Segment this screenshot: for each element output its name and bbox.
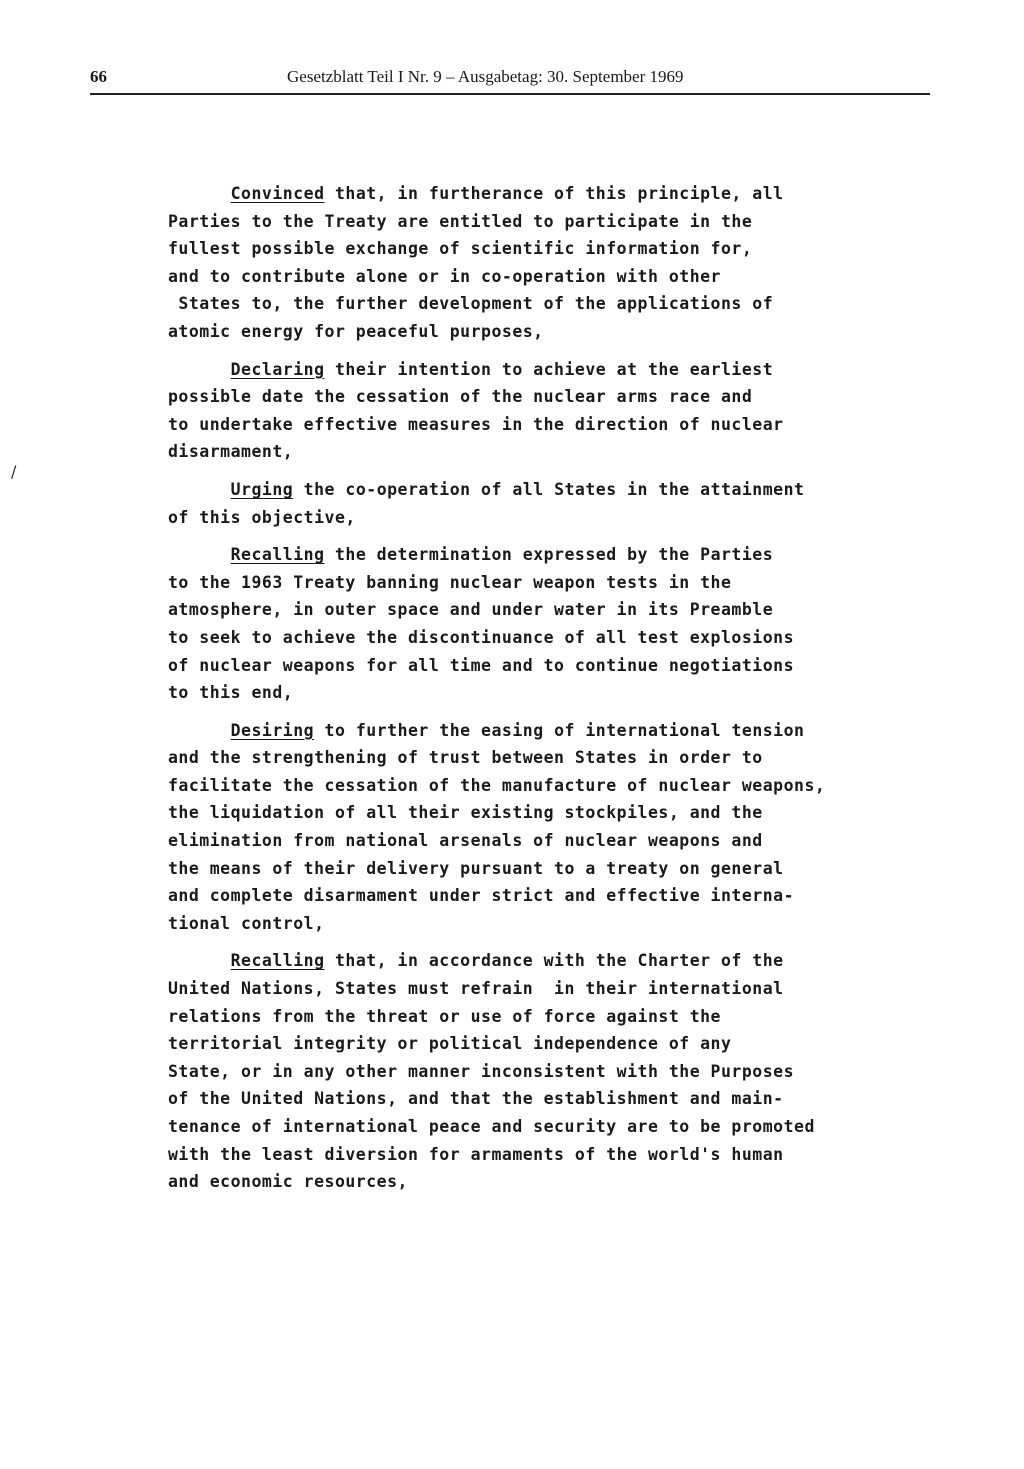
paragraph-line: to undertake effective measures in the direction of nuclear xyxy=(168,414,784,434)
paragraph-line: of the United Nations, and that the establishment and main- xyxy=(168,1089,784,1109)
paragraph-line: territorial integrity or political independence of any xyxy=(168,1034,732,1054)
paragraph-first-line-text: to further the easing of international tension xyxy=(314,720,805,740)
paragraph-line: States to, the further development of the applications of xyxy=(168,294,774,314)
paragraph-line: of nuclear weapons for all time and to continue negotiations xyxy=(168,655,795,675)
paragraph-urging xyxy=(168,476,868,531)
paragraph-line: the means of their delivery pursuant to a treaty on general xyxy=(168,858,784,878)
paragraph-keyword: Convinced xyxy=(230,184,325,203)
paragraph-line: the liquidation of all their existing stockpiles, and the xyxy=(168,803,763,823)
paragraph-first-line-text: that, in accordance with the Charter of the xyxy=(324,951,784,971)
page-header xyxy=(90,64,930,94)
paragraph-line: disarmament, xyxy=(168,442,294,462)
paragraph-first-line-text: their intention to achieve at the earliest xyxy=(324,359,774,379)
paragraph-first-line xyxy=(168,717,868,745)
paragraph-keyword: Recalling xyxy=(230,545,325,565)
header-rule xyxy=(90,93,930,95)
paragraph-recalling-1963 xyxy=(168,541,868,707)
paragraph-convinced xyxy=(168,180,868,346)
paragraph-keyword: Recalling xyxy=(230,951,325,971)
paragraph-first-line xyxy=(168,541,868,569)
paragraph-first-line-text: that, in furtherance of this principle, all xyxy=(324,184,784,203)
paragraph-line: and the strengthening of trust between States in order to xyxy=(168,748,763,768)
treaty-preamble-text xyxy=(168,180,868,1206)
margin-mark: / xyxy=(11,462,17,481)
paragraph-line: Parties to the Treaty are entitled to participate in the xyxy=(168,211,753,231)
paragraph-line: to this end, xyxy=(168,683,294,703)
paragraph-line: and to contribute alone or in co-operation with other xyxy=(168,266,721,286)
paragraph-line: to seek to achieve the discontinuance of all test explosions xyxy=(168,627,795,647)
paragraph-line: relations from the threat or use of force against the xyxy=(168,1006,721,1026)
paragraph-line: tional control, xyxy=(168,913,325,933)
page-number: 66 xyxy=(90,67,107,86)
paragraph-line: to the 1963 Treaty banning nuclear weapon tests in the xyxy=(168,572,732,592)
paragraph-first-line xyxy=(168,356,868,384)
paragraph-first-line xyxy=(168,180,868,208)
paragraph-desiring xyxy=(168,717,868,938)
paragraph-line: and economic resources, xyxy=(168,1172,408,1192)
paragraph-keyword: Desiring xyxy=(230,720,315,740)
paragraph-line: State, or in any other manner inconsistent with the Purposes xyxy=(168,1061,795,1081)
paragraph-first-line-text: the co-operation of all States in the attainment xyxy=(293,479,805,499)
paragraph-line: and complete disarmament under strict and effective interna- xyxy=(168,886,795,906)
paragraph-first-line-text: the determination expressed by the Parties xyxy=(324,545,774,565)
paragraph-line: facilitate the cessation of the manufacture of nuclear weapons, xyxy=(168,775,826,795)
paragraph-keyword: Declaring xyxy=(230,359,325,379)
paragraph-line: of this objective, xyxy=(168,507,356,527)
paragraph-line: atmosphere, in outer space and under water in its Preamble xyxy=(168,600,774,620)
paragraph-line: elimination from national arsenals of nuclear weapons and xyxy=(168,831,763,851)
paragraph-line: tenance of international peace and security are to be promoted xyxy=(168,1117,815,1136)
paragraph-first-line xyxy=(168,947,868,975)
paragraph-line: fullest possible exchange of scientific information for, xyxy=(168,239,753,259)
paragraph-line: United Nations, States must refrain in their international xyxy=(168,979,784,999)
paragraph-line: atomic energy for peaceful purposes, xyxy=(168,321,544,341)
paragraph-keyword: Urging xyxy=(230,479,294,499)
header-title: Gesetzblatt Teil I Nr. 9 – Ausgabetag: 30. September 1969 xyxy=(287,67,684,86)
paragraph-line: with the least diversion for armaments of the world's human xyxy=(168,1144,784,1164)
paragraph-first-line xyxy=(168,476,868,504)
paragraph-declaring xyxy=(168,356,868,466)
paragraph-line: possible date the cessation of the nuclear arms race and xyxy=(168,387,753,407)
paragraph-recalling-charter xyxy=(168,947,868,1195)
